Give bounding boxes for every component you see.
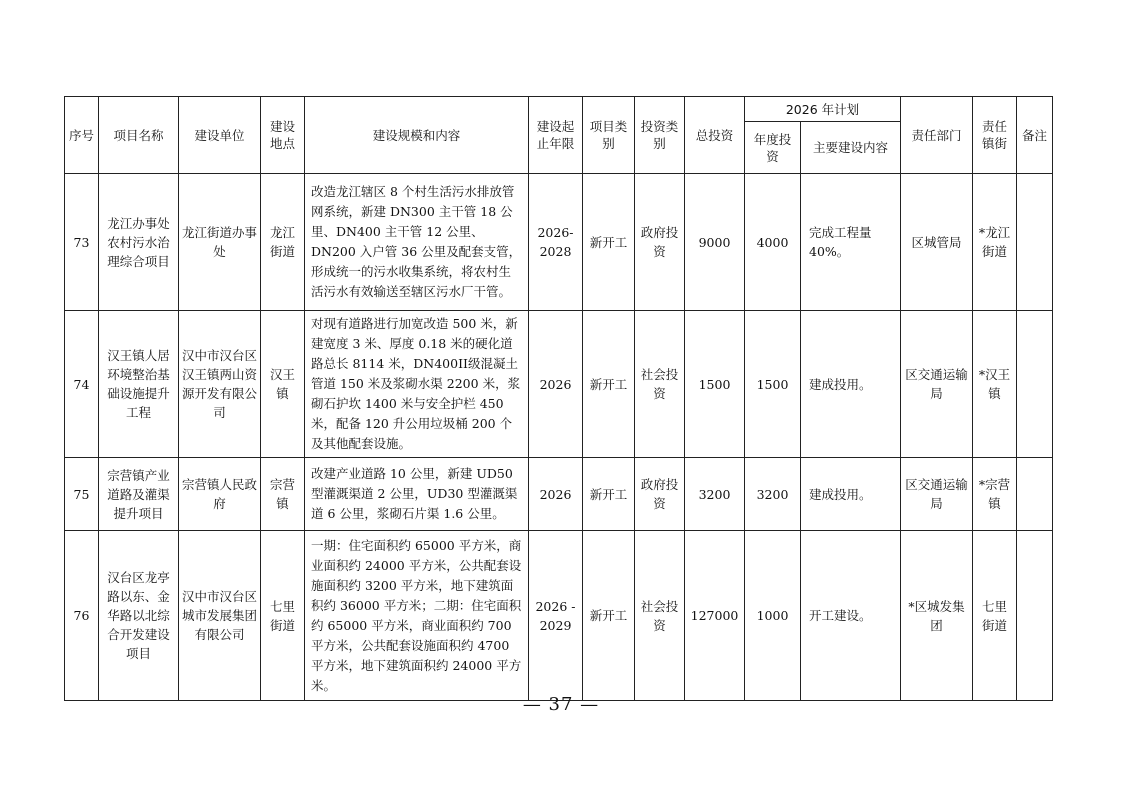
cell-type: 新开工 [583,458,635,531]
cell-scope: 改造龙江辖区 8 个村生活污水排放管网系统，新建 DN300 主干管 18 公里、DN400 主干管 12 公里、DN200 入户管 36 公里及配套支管，形成统一的污水收集系统，将农村生活污水有效输送至辖区污水厂干管。 [305,174,529,311]
table-row [65,311,1053,458]
cell-unit: 汉中市汉台区汉王镇两山资源开发有限公司 [179,311,261,458]
cell-street: *汉王镇 [973,311,1017,458]
cell-total: 1500 [685,311,745,458]
cell-main: 完成工程量 40%。 [801,174,901,311]
cell-unit: 龙江街道办事处 [179,174,261,311]
header-invest-type: 投资类别 [635,97,685,174]
header-street: 责任镇街 [973,97,1017,174]
cell-unit: 汉中市汉台区城市发展集团有限公司 [179,531,261,701]
cell-dept: 区交通运输局 [901,458,973,531]
cell-unit: 宗营镇人民政府 [179,458,261,531]
page-number: — 37 — [522,694,600,715]
table-row [65,531,1053,701]
cell-years: 2026 - 2029 [529,531,583,701]
header-unit: 建设单位 [179,97,261,174]
cell-name: 汉王镇人居环境整治基础设施提升工程 [99,311,179,458]
header-total: 总投资 [685,97,745,174]
cell-annual: 1500 [745,311,801,458]
header-seq: 序号 [65,97,99,174]
cell-location: 汉王镇 [261,311,305,458]
cell-street: *龙江街道 [973,174,1017,311]
cell-years: 2026-2028 [529,174,583,311]
header-type: 项目类别 [583,97,635,174]
cell-type: 新开工 [583,311,635,458]
cell-street: *宗营镇 [973,458,1017,531]
cell-main: 开工建设。 [801,531,901,701]
cell-type: 新开工 [583,531,635,701]
header-dept: 责任部门 [901,97,973,174]
cell-seq: 76 [65,531,99,701]
cell-scope: 一期：住宅面积约 65000 平方米，商业面积约 24000 平方米，公共配套设施面积约 3200 平方米，地下建筑面积约 36000 平方米；二期：住宅面积约 65000 平方米，商业面积约 700 平方米，公共配套设施面积约 4700 平方米，地下建筑面积约 24000 平方米。 [305,531,529,701]
cell-name: 龙江办事处农村污水治理综合项目 [99,174,179,311]
header-scope: 建设规模和内容 [305,97,529,174]
cell-location: 七里街道 [261,531,305,701]
header-years: 建设起止年限 [529,97,583,174]
cell-scope: 对现有道路进行加宽改造 500 米，新建宽度 3 米、厚度 0.18 米的硬化道路总长 8114 米，DN400II级混凝土管道 150 米及浆砌水渠 2200 米，浆砌石护坎 1400 米与安全护栏 450 米，配备 120 升公用垃圾桶 200 个及其他配套设施。 [305,311,529,458]
cell-years: 2026 [529,311,583,458]
cell-note [1017,311,1053,458]
cell-total: 3200 [685,458,745,531]
table-row [65,458,1053,531]
header-location: 建设地点 [261,97,305,174]
cell-annual: 4000 [745,174,801,311]
cell-note [1017,174,1053,311]
cell-invest-type: 政府投资 [635,174,685,311]
header-annual: 年度投资 [745,122,801,174]
cell-annual: 1000 [745,531,801,701]
cell-invest-type: 社会投资 [635,311,685,458]
cell-location: 宗营镇 [261,458,305,531]
cell-total: 9000 [685,174,745,311]
cell-seq: 75 [65,458,99,531]
cell-invest-type: 政府投资 [635,458,685,531]
cell-location: 龙江街道 [261,174,305,311]
header-plan-group: 2026 年计划 [745,97,901,122]
header-main: 主要建设内容 [801,122,901,174]
cell-scope: 改建产业道路 10 公里，新建 UD50 型灌溉渠道 2 公里，UD30 型灌溉渠道 6 公里，浆砌石片渠 1.6 公里。 [305,458,529,531]
cell-annual: 3200 [745,458,801,531]
cell-dept: *区城发集团 [901,531,973,701]
cell-total: 127000 [685,531,745,701]
cell-seq: 73 [65,174,99,311]
cell-main: 建成投用。 [801,458,901,531]
cell-dept: 区城管局 [901,174,973,311]
cell-note [1017,458,1053,531]
cell-dept: 区交通运输局 [901,311,973,458]
cell-street: 七里街道 [973,531,1017,701]
header-note: 备注 [1017,97,1053,174]
cell-type: 新开工 [583,174,635,311]
header-name: 项目名称 [99,97,179,174]
cell-invest-type: 社会投资 [635,531,685,701]
cell-name: 汉台区龙亭路以东、金华路以北综合开发建设项目 [99,531,179,701]
cell-main: 建成投用。 [801,311,901,458]
cell-name: 宗营镇产业道路及灌渠提升项目 [99,458,179,531]
cell-note [1017,531,1053,701]
cell-years: 2026 [529,458,583,531]
project-table [64,96,1053,701]
table-row [65,174,1053,311]
cell-seq: 74 [65,311,99,458]
